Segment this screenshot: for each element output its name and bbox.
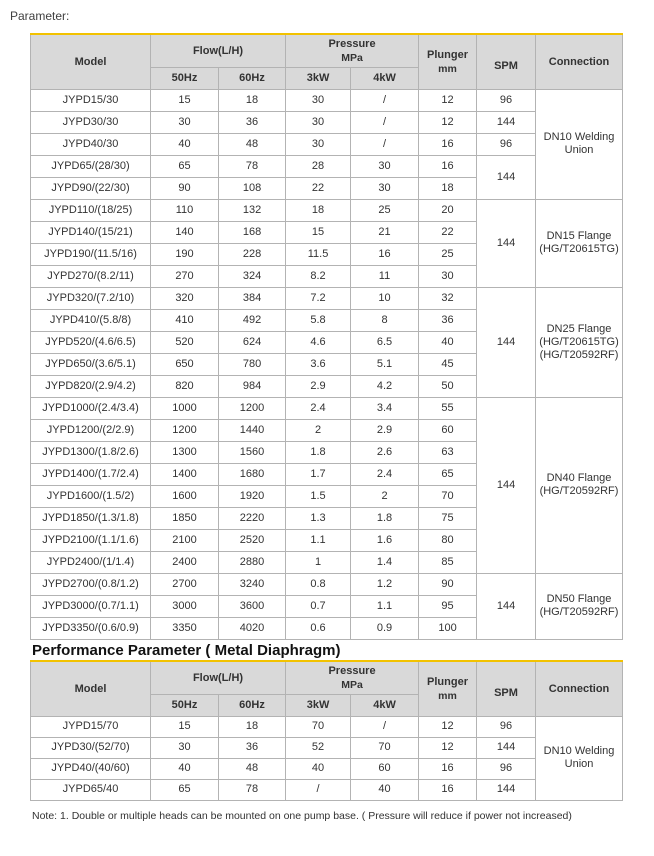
plunger-cell: 16 xyxy=(419,155,477,177)
pressure-4kw-cell: / xyxy=(351,716,419,737)
table-row xyxy=(31,199,623,221)
plunger-cell: 12 xyxy=(419,111,477,133)
table-row xyxy=(31,89,623,111)
pressure-3kw-cell: 1.1 xyxy=(286,529,351,551)
pressure-4kw-cell: 21 xyxy=(351,221,419,243)
flow-60hz-cell: 48 xyxy=(219,758,286,779)
connection-cell xyxy=(536,89,623,199)
pressure-3kw-cell: 0.8 xyxy=(286,573,351,595)
pressure-4kw-cell: 25 xyxy=(351,199,419,221)
flow-50hz-cell: 1200 xyxy=(151,419,219,441)
model-cell: JYPD1600/(1.5/2) xyxy=(31,485,151,507)
spm-cell: 144 xyxy=(477,397,536,573)
pressure-3kw-cell: 3.6 xyxy=(286,353,351,375)
spm-cell: 144 xyxy=(477,199,536,287)
pressure-4kw-cell: 1.6 xyxy=(351,529,419,551)
model-cell: JYPD40/30 xyxy=(31,133,151,155)
plunger-cell: 90 xyxy=(419,573,477,595)
pressure-4kw-cell: 1.4 xyxy=(351,551,419,573)
flow-50hz-cell: 90 xyxy=(151,177,219,199)
spm-header: SPM xyxy=(477,661,536,716)
flow-60hz-cell: 78 xyxy=(219,155,286,177)
flow-60hz-cell: 36 xyxy=(219,737,286,758)
model-cell: JYPD1300/(1.8/2.6) xyxy=(31,441,151,463)
model-cell: JYPD30/30 xyxy=(31,111,151,133)
plunger-cell: 80 xyxy=(419,529,477,551)
plunger-header-label: Plunger xyxy=(427,48,468,61)
pressure-3kw-cell: 2.4 xyxy=(286,397,351,419)
flow-60hz-cell: 384 xyxy=(219,287,286,309)
flow-50hz-cell: 65 xyxy=(151,779,219,800)
pressure-4kw-cell: 3.4 xyxy=(351,397,419,419)
model-cell: JYPD1200/(2/2.9) xyxy=(31,419,151,441)
flow-50hz-cell: 2700 xyxy=(151,573,219,595)
pressure-3kw-cell: 1.7 xyxy=(286,463,351,485)
pressure-4kw-cell: 1.8 xyxy=(351,507,419,529)
flow-50hz-cell: 110 xyxy=(151,199,219,221)
plunger-header-label: Plunger xyxy=(427,675,468,688)
model-cell: JYPD65/(28/30) xyxy=(31,155,151,177)
plunger-cell: 95 xyxy=(419,595,477,617)
flow-60hz-cell: 984 xyxy=(219,375,286,397)
pressure-3kw-cell: 4.6 xyxy=(286,331,351,353)
flow-60hz-cell: 3240 xyxy=(219,573,286,595)
plunger-cell: 18 xyxy=(419,177,477,199)
table-row xyxy=(31,287,623,309)
flow-60hz-header: 60Hz xyxy=(219,694,286,716)
pressure-3kw-cell: 0.7 xyxy=(286,595,351,617)
pressure-3kw-cell: 52 xyxy=(286,737,351,758)
spm-header: SPM xyxy=(477,34,536,89)
model-cell: JYPD15/30 xyxy=(31,89,151,111)
flow-60hz-cell: 4020 xyxy=(219,617,286,639)
table-row xyxy=(31,397,623,419)
table-row xyxy=(31,737,623,758)
connection-cell xyxy=(536,573,623,639)
model-cell: JYPD65/40 xyxy=(31,779,151,800)
connection-line: Union xyxy=(564,144,594,156)
spm-cell: 96 xyxy=(477,133,536,155)
flow-50hz-cell: 15 xyxy=(151,89,219,111)
pressure-3kw-cell: 1.8 xyxy=(286,441,351,463)
plunger-cell: 100 xyxy=(419,617,477,639)
plunger-cell: 45 xyxy=(419,353,477,375)
flow-50hz-cell: 1400 xyxy=(151,463,219,485)
pressure-4kw-cell: 8 xyxy=(351,309,419,331)
pressure-4kw-cell: 0.9 xyxy=(351,617,419,639)
pressure-3kw-cell: 40 xyxy=(286,758,351,779)
flow-50hz-cell: 65 xyxy=(151,155,219,177)
pressure-3kw-cell: 30 xyxy=(286,111,351,133)
flow-50hz-cell: 40 xyxy=(151,133,219,155)
pressure-3kw-cell: 22 xyxy=(286,177,351,199)
spm-cell: 144 xyxy=(477,155,536,199)
pressure-3kw-cell: 1.3 xyxy=(286,507,351,529)
flow-60hz-cell: 48 xyxy=(219,133,286,155)
pressure-3kw-cell: 7.2 xyxy=(286,287,351,309)
connection-line: (HG/T20615TG) xyxy=(539,335,619,348)
header-row-top xyxy=(31,34,623,67)
pressure-header xyxy=(286,34,419,67)
plunger-header xyxy=(419,661,477,716)
pressure-3kw-header: 3kW xyxy=(286,67,351,89)
plunger-cell: 50 xyxy=(419,375,477,397)
model-cell: JYPD90/(22/30) xyxy=(31,177,151,199)
flow-60hz-cell: 1680 xyxy=(219,463,286,485)
pressure-3kw-cell: 1.5 xyxy=(286,485,351,507)
spm-cell: 96 xyxy=(477,89,536,111)
connection-cell xyxy=(536,716,623,800)
flow-50hz-cell: 820 xyxy=(151,375,219,397)
flow-50hz-cell: 30 xyxy=(151,737,219,758)
flow-50hz-cell: 15 xyxy=(151,716,219,737)
flow-60hz-cell: 228 xyxy=(219,243,286,265)
model-cell: JYPD1850/(1.3/1.8) xyxy=(31,507,151,529)
pressure-3kw-cell: 18 xyxy=(286,199,351,221)
table-row xyxy=(31,111,623,133)
pressure-3kw-cell: 1 xyxy=(286,551,351,573)
plunger-header xyxy=(419,34,477,89)
flow-50hz-cell: 3000 xyxy=(151,595,219,617)
pressure-4kw-cell: 40 xyxy=(351,779,419,800)
table-row xyxy=(31,716,623,737)
model-cell: JYPD140/(15/21) xyxy=(31,221,151,243)
flow-50hz-cell: 520 xyxy=(151,331,219,353)
connection-line: (HG/T20592RF) xyxy=(539,485,619,497)
table-header xyxy=(31,661,623,716)
pressure-4kw-header: 4kW xyxy=(351,694,419,716)
plunger-cell: 32 xyxy=(419,287,477,309)
pressure-4kw-cell: 11 xyxy=(351,265,419,287)
connection-line: (HG/T20592RF) xyxy=(539,348,619,361)
model-cell: JYPD3350/(0.6/0.9) xyxy=(31,617,151,639)
table-body xyxy=(31,89,623,639)
table-row xyxy=(31,779,623,800)
flow-header: Flow(L/H) xyxy=(151,34,286,67)
pressure-4kw-cell: 1.2 xyxy=(351,573,419,595)
connection-header: Connection xyxy=(536,661,623,716)
flow-60hz-header: 60Hz xyxy=(219,67,286,89)
pressure-3kw-cell: 2.9 xyxy=(286,375,351,397)
model-cell: JYPD2700/(0.8/1.2) xyxy=(31,573,151,595)
pressure-4kw-cell: 5.1 xyxy=(351,353,419,375)
spm-cell: 144 xyxy=(477,287,536,397)
pressure-3kw-cell: 15 xyxy=(286,221,351,243)
pressure-3kw-cell: 30 xyxy=(286,133,351,155)
parameter-table xyxy=(30,33,623,640)
plunger-cell: 22 xyxy=(419,221,477,243)
pressure-3kw-cell: 70 xyxy=(286,716,351,737)
pressure-4kw-cell: 70 xyxy=(351,737,419,758)
model-cell: JYPD1400/(1.7/2.4) xyxy=(31,463,151,485)
flow-50hz-header: 50Hz xyxy=(151,694,219,716)
flow-60hz-cell: 1560 xyxy=(219,441,286,463)
plunger-cell: 63 xyxy=(419,441,477,463)
flow-60hz-cell: 1920 xyxy=(219,485,286,507)
plunger-cell: 12 xyxy=(419,737,477,758)
flow-60hz-cell: 132 xyxy=(219,199,286,221)
model-cell: JYPD40/(40/60) xyxy=(31,758,151,779)
plunger-cell: 60 xyxy=(419,419,477,441)
model-cell: JYPD320/(7.2/10) xyxy=(31,287,151,309)
table-row xyxy=(31,758,623,779)
performance-parameter-title: Performance Parameter ( Metal Diaphragm) xyxy=(32,642,341,659)
connection-header: Connection xyxy=(536,34,623,89)
spm-cell: 144 xyxy=(477,573,536,639)
flow-60hz-cell: 2220 xyxy=(219,507,286,529)
parameter-label: Parameter: xyxy=(10,9,70,23)
model-cell: JYPD3000/(0.7/1.1) xyxy=(31,595,151,617)
connection-line: (HG/T20615TG) xyxy=(539,243,619,255)
model-cell: JYPD2100/(1.1/1.6) xyxy=(31,529,151,551)
flow-60hz-cell: 1440 xyxy=(219,419,286,441)
connection-line: DN50 Flange xyxy=(546,593,612,605)
pressure-unit: MPa xyxy=(341,51,363,64)
flow-50hz-cell: 1000 xyxy=(151,397,219,419)
flow-60hz-cell: 2880 xyxy=(219,551,286,573)
connection-cell xyxy=(536,199,623,287)
spm-cell: 96 xyxy=(477,758,536,779)
flow-50hz-cell: 410 xyxy=(151,309,219,331)
pressure-4kw-cell: 2.4 xyxy=(351,463,419,485)
pressure-4kw-cell: 4.2 xyxy=(351,375,419,397)
connection-line: DN25 Flange xyxy=(546,322,612,335)
table-body xyxy=(31,716,623,800)
pressure-header-label: Pressure xyxy=(328,37,376,50)
pressure-4kw-cell: 6.5 xyxy=(351,331,419,353)
connection-line: Union xyxy=(564,758,594,770)
flow-50hz-cell: 1600 xyxy=(151,485,219,507)
plunger-cell: 55 xyxy=(419,397,477,419)
plunger-cell: 36 xyxy=(419,309,477,331)
plunger-cell: 12 xyxy=(419,89,477,111)
flow-header: Flow(L/H) xyxy=(151,661,286,694)
flow-50hz-cell: 320 xyxy=(151,287,219,309)
model-cell: JYPD410/(5.8/8) xyxy=(31,309,151,331)
plunger-cell: 30 xyxy=(419,265,477,287)
pressure-4kw-cell: 2.6 xyxy=(351,441,419,463)
plunger-cell: 20 xyxy=(419,199,477,221)
flow-60hz-cell: 324 xyxy=(219,265,286,287)
metal-diaphragm-table xyxy=(30,660,623,801)
pressure-3kw-cell: 11.5 xyxy=(286,243,351,265)
model-cell: JYPD2400/(1/1.4) xyxy=(31,551,151,573)
flow-60hz-cell: 168 xyxy=(219,221,286,243)
connection-line: DN10 Welding xyxy=(543,745,615,757)
flow-50hz-header: 50Hz xyxy=(151,67,219,89)
plunger-cell: 75 xyxy=(419,507,477,529)
pressure-3kw-cell: 0.6 xyxy=(286,617,351,639)
pressure-3kw-cell: 28 xyxy=(286,155,351,177)
pressure-4kw-cell: 2.9 xyxy=(351,419,419,441)
pressure-3kw-header: 3kW xyxy=(286,694,351,716)
flow-60hz-cell: 36 xyxy=(219,111,286,133)
flow-50hz-cell: 40 xyxy=(151,758,219,779)
spm-cell: 144 xyxy=(477,111,536,133)
pressure-4kw-cell: 2 xyxy=(351,485,419,507)
connection-line: DN10 Welding xyxy=(543,131,615,143)
plunger-cell: 65 xyxy=(419,463,477,485)
pressure-header-label: Pressure xyxy=(328,664,376,677)
pressure-4kw-cell: 16 xyxy=(351,243,419,265)
flow-60hz-cell: 492 xyxy=(219,309,286,331)
pressure-4kw-cell: 1.1 xyxy=(351,595,419,617)
flow-60hz-cell: 18 xyxy=(219,89,286,111)
flow-50hz-cell: 1850 xyxy=(151,507,219,529)
model-cell: JYPD1000/(2.4/3.4) xyxy=(31,397,151,419)
spm-cell: 144 xyxy=(477,737,536,758)
connection-cell xyxy=(536,287,623,397)
model-cell: JYPD520/(4.6/6.5) xyxy=(31,331,151,353)
flow-50hz-cell: 2100 xyxy=(151,529,219,551)
pressure-4kw-cell: / xyxy=(351,89,419,111)
pressure-4kw-cell: 10 xyxy=(351,287,419,309)
flow-50hz-cell: 650 xyxy=(151,353,219,375)
plunger-cell: 25 xyxy=(419,243,477,265)
pressure-3kw-cell: 30 xyxy=(286,89,351,111)
footnote: Note: 1. Double or multiple heads can be mounted on one pump base. ( Pressure will reduce if power not increased) xyxy=(32,810,572,822)
flow-50hz-cell: 2400 xyxy=(151,551,219,573)
plunger-cell: 16 xyxy=(419,133,477,155)
model-header: Model xyxy=(31,661,151,716)
pressure-3kw-cell: / xyxy=(286,779,351,800)
pressure-4kw-header: 4kW xyxy=(351,67,419,89)
model-cell: JYPD820/(2.9/4.2) xyxy=(31,375,151,397)
table-row xyxy=(31,155,623,177)
pressure-4kw-cell: 60 xyxy=(351,758,419,779)
spm-cell: 144 xyxy=(477,779,536,800)
pressure-3kw-cell: 8.2 xyxy=(286,265,351,287)
pressure-unit: MPa xyxy=(341,678,363,691)
model-cell: JYPD190/(11.5/16) xyxy=(31,243,151,265)
table-row xyxy=(31,133,623,155)
spm-cell: 96 xyxy=(477,716,536,737)
pressure-3kw-cell: 5.8 xyxy=(286,309,351,331)
flow-50hz-cell: 190 xyxy=(151,243,219,265)
flow-50hz-cell: 270 xyxy=(151,265,219,287)
flow-60hz-cell: 78 xyxy=(219,779,286,800)
flow-60hz-cell: 108 xyxy=(219,177,286,199)
connection-cell xyxy=(536,397,623,573)
model-cell: JYPD110/(18/25) xyxy=(31,199,151,221)
plunger-cell: 70 xyxy=(419,485,477,507)
pressure-4kw-cell: 30 xyxy=(351,155,419,177)
pressure-4kw-cell: / xyxy=(351,111,419,133)
model-header: Model xyxy=(31,34,151,89)
table-header xyxy=(31,34,623,89)
flow-60hz-cell: 2520 xyxy=(219,529,286,551)
flow-60hz-cell: 18 xyxy=(219,716,286,737)
model-cell: JYPD270/(8.2/11) xyxy=(31,265,151,287)
pressure-3kw-cell: 2 xyxy=(286,419,351,441)
plunger-cell: 16 xyxy=(419,779,477,800)
connection-line: (HG/T20592RF) xyxy=(539,606,619,618)
pressure-4kw-cell: 30 xyxy=(351,177,419,199)
flow-60hz-cell: 3600 xyxy=(219,595,286,617)
flow-50hz-cell: 3350 xyxy=(151,617,219,639)
connection-line: DN15 Flange xyxy=(546,230,612,242)
plunger-cell: 12 xyxy=(419,716,477,737)
flow-60hz-cell: 624 xyxy=(219,331,286,353)
plunger-cell: 16 xyxy=(419,758,477,779)
header-row-top xyxy=(31,661,623,694)
model-cell: JYPD650/(3.6/5.1) xyxy=(31,353,151,375)
plunger-unit: mm xyxy=(438,62,457,75)
flow-60hz-cell: 1200 xyxy=(219,397,286,419)
flow-60hz-cell: 780 xyxy=(219,353,286,375)
table-row xyxy=(31,573,623,595)
flow-50hz-cell: 140 xyxy=(151,221,219,243)
plunger-cell: 85 xyxy=(419,551,477,573)
pressure-header xyxy=(286,661,419,694)
model-cell: JYPD30/(52/70) xyxy=(31,737,151,758)
flow-50hz-cell: 1300 xyxy=(151,441,219,463)
connection-line: DN40 Flange xyxy=(546,472,612,484)
flow-50hz-cell: 30 xyxy=(151,111,219,133)
plunger-cell: 40 xyxy=(419,331,477,353)
pressure-4kw-cell: / xyxy=(351,133,419,155)
plunger-unit: mm xyxy=(438,689,457,702)
model-cell: JYPD15/70 xyxy=(31,716,151,737)
